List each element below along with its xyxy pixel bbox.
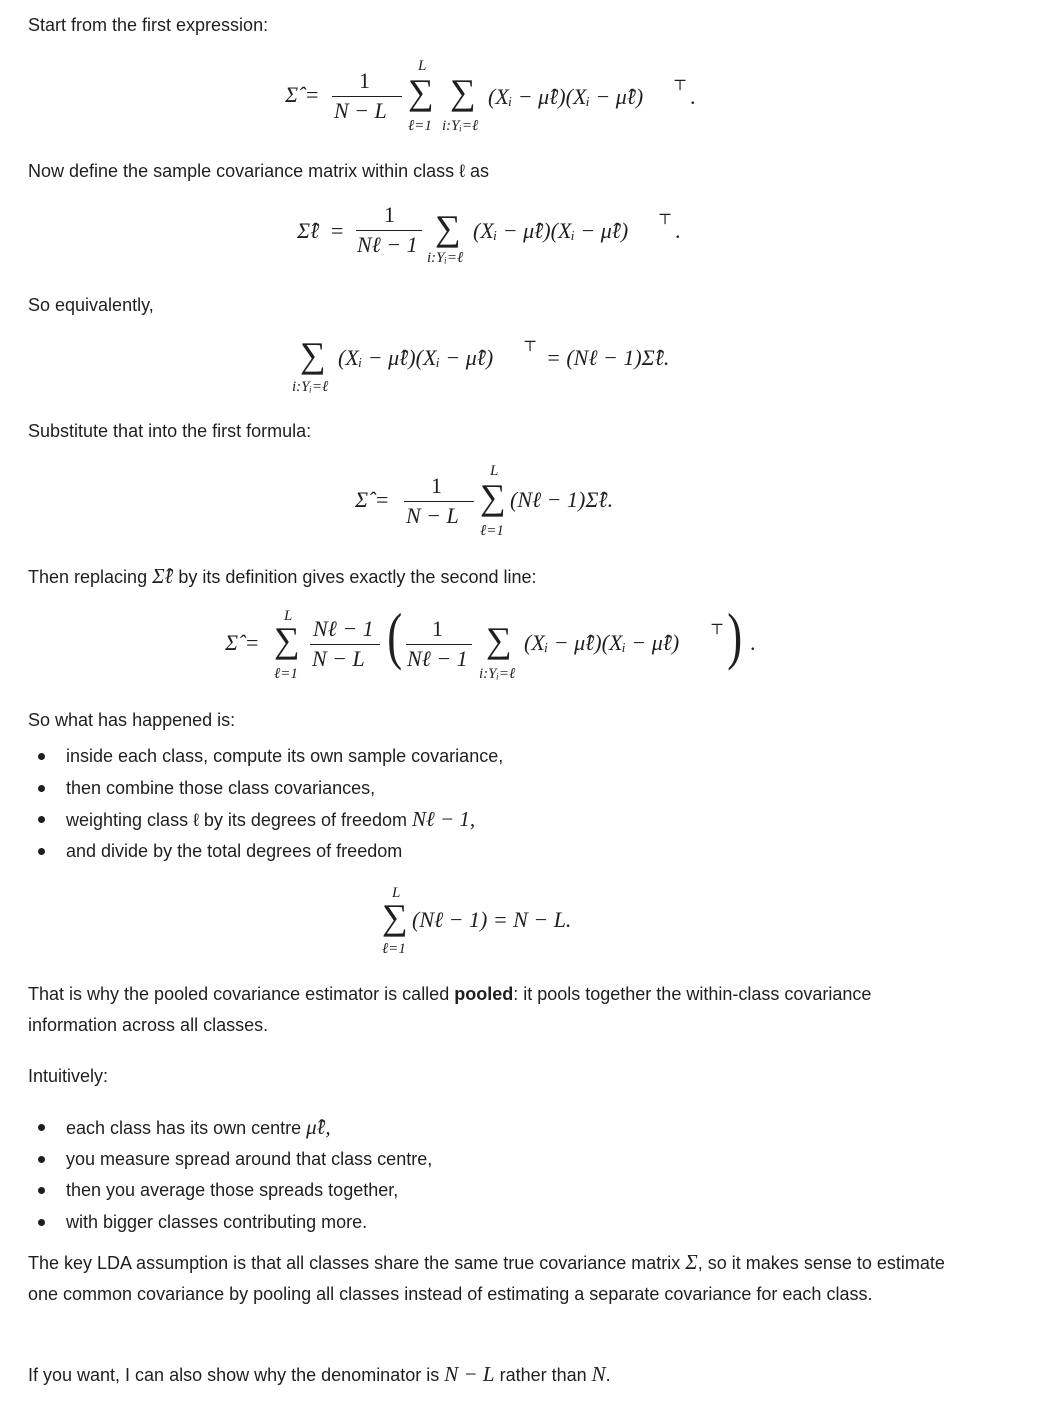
replacing-pre: Then replacing <box>28 567 153 587</box>
denominator: Nℓ − 1 <box>407 646 468 671</box>
sum-lower: ℓ=1 <box>480 523 504 539</box>
sum-symbol: ∑ <box>274 620 300 660</box>
sum-upper: L <box>392 885 401 901</box>
list-item: then you average those spreads together, <box>28 1175 432 1207</box>
inline-math: Nℓ − 1, <box>412 807 476 831</box>
denominator: N − L <box>334 98 387 123</box>
equivalently-text: So equivalently, <box>28 295 154 315</box>
numerator: 1 <box>432 616 443 641</box>
lda-assumption-text: The key LDA assumption is that all classes share the same true covariance matrix Σ, so it makes sense to estimate one common covariance by pooling all classes instead of estimating a separate covariance for each class. <box>28 1250 945 1304</box>
fraction-bar <box>406 644 472 645</box>
sum-lower: i:Yᵢ=ℓ <box>442 118 479 134</box>
sum-symbol: ∑ <box>486 620 512 660</box>
follow-up-text: If you want, I can also show why the denominator is N − L rather than N. <box>28 1362 611 1386</box>
equation-6 <box>380 885 640 961</box>
numerator: 1 <box>384 202 395 227</box>
sum-symbol: ∑ <box>382 897 408 937</box>
sum-lower: i:Yᵢ=ℓ <box>427 250 464 266</box>
inline-math: Σ̂ℓ <box>152 564 174 588</box>
period: . <box>690 84 696 109</box>
summand: (Xᵢ − μ̂ℓ)(Xᵢ − μ̂ℓ) <box>488 84 644 109</box>
sigma-hat: Σ̂ <box>355 487 369 512</box>
rhs: = (Nℓ − 1)Σ̂ℓ. <box>546 345 670 370</box>
fraction-bar <box>404 501 474 502</box>
equation-4 <box>350 463 650 543</box>
sum-symbol: ∑ <box>435 208 461 248</box>
sigma-hat: Σ̂ <box>225 630 239 655</box>
substitute-text: Substitute that into the first formula: <box>28 421 312 441</box>
rhs: (Nℓ − 1) = N − L. <box>412 907 572 932</box>
sigma-hat-l: Σ̂ℓ <box>297 218 320 243</box>
equals-sign: = <box>376 487 389 512</box>
sum-lower: i:Yᵢ=ℓ <box>292 379 329 395</box>
transpose: ⊤ <box>523 339 538 355</box>
sum-symbol: ∑ <box>408 72 434 112</box>
right-paren: ) <box>727 600 743 671</box>
list-item: each class has its own centre μ̂ℓ, <box>28 1112 432 1144</box>
inline-math: Σ <box>685 1250 698 1274</box>
sum-upper: L <box>490 463 499 479</box>
fraction-bar <box>332 96 402 97</box>
transpose: ⊤ <box>673 78 688 94</box>
numerator: 1 <box>431 473 442 498</box>
transpose: ⊤ <box>658 212 673 228</box>
summand: (Xᵢ − μ̂ℓ)(Xᵢ − μ̂ℓ) <box>473 218 629 243</box>
sum-upper: L <box>284 608 293 624</box>
definition-text: Now define the sample covariance matrix within class ℓ as <box>28 161 490 181</box>
rhs: (Nℓ − 1)Σ̂ℓ. <box>510 487 614 512</box>
equals-sign: = <box>306 82 319 107</box>
steps-list <box>28 741 503 867</box>
left-paren: ( <box>387 600 403 671</box>
list-item: with bigger classes contributing more. <box>28 1207 432 1239</box>
list-item: you measure spread around that class centre, <box>28 1144 432 1176</box>
inline-math: N <box>591 1362 606 1386</box>
denominator: N − L <box>406 503 459 528</box>
equals-sign: = <box>331 218 344 243</box>
period: . <box>750 630 756 655</box>
replacing-post: by its definition gives exactly the second line: <box>173 567 537 587</box>
intuition-list <box>28 1112 432 1238</box>
intuitively-text: Intuitively: <box>28 1066 109 1086</box>
fraction-bar <box>356 230 422 231</box>
summand: (Xᵢ − μ̂ℓ)(Xᵢ − μ̂ℓ) <box>524 630 680 655</box>
denominator: Nℓ − 1 <box>357 232 418 257</box>
equation-3 <box>290 335 710 401</box>
sum-lower: ℓ=1 <box>274 666 298 682</box>
equation-2 <box>295 200 695 272</box>
denominator: N − L <box>312 646 365 671</box>
period: . <box>675 218 681 243</box>
sum-symbol: ∑ <box>450 72 476 112</box>
numerator: 1 <box>359 68 370 93</box>
list-item: and divide by the total degrees of freedom <box>28 836 503 868</box>
what-happened-text: So what has happened is: <box>28 710 236 730</box>
equation-5 <box>220 600 780 688</box>
list-item: then combine those class covariances, <box>28 773 503 805</box>
transpose: ⊤ <box>710 622 725 638</box>
list-item: weighting class ℓ by its degrees of freedom Nℓ − 1, <box>28 804 503 836</box>
sum-lower: ℓ=1 <box>408 118 432 134</box>
sum-symbol: ∑ <box>480 477 506 517</box>
summand: (Xᵢ − μ̂ℓ)(Xᵢ − μ̂ℓ) <box>338 345 494 370</box>
list-item: inside each class, compute its own sample covariance, <box>28 741 503 773</box>
intro-text: Start from the first expression: <box>28 15 269 35</box>
sum-upper: L <box>418 58 427 74</box>
fraction-bar <box>310 644 380 645</box>
inline-math: μ̂ℓ, <box>306 1115 331 1139</box>
pooled-text: That is why the pooled covariance estimator is called pooled: it pools together the within-class covariance information across all classes. <box>28 984 872 1035</box>
sum-symbol: ∑ <box>300 335 326 375</box>
sigma-hat: Σ̂ <box>285 82 299 107</box>
numerator: Nℓ − 1 <box>313 616 374 641</box>
sum-lower: i:Yᵢ=ℓ <box>479 666 516 682</box>
replacing-text <box>28 561 537 593</box>
sum-lower: ℓ=1 <box>382 941 406 957</box>
equation-1 <box>280 58 720 138</box>
bold-term: pooled <box>454 984 514 1004</box>
equals-sign: = <box>246 630 259 655</box>
inline-math: N − L <box>444 1362 495 1386</box>
